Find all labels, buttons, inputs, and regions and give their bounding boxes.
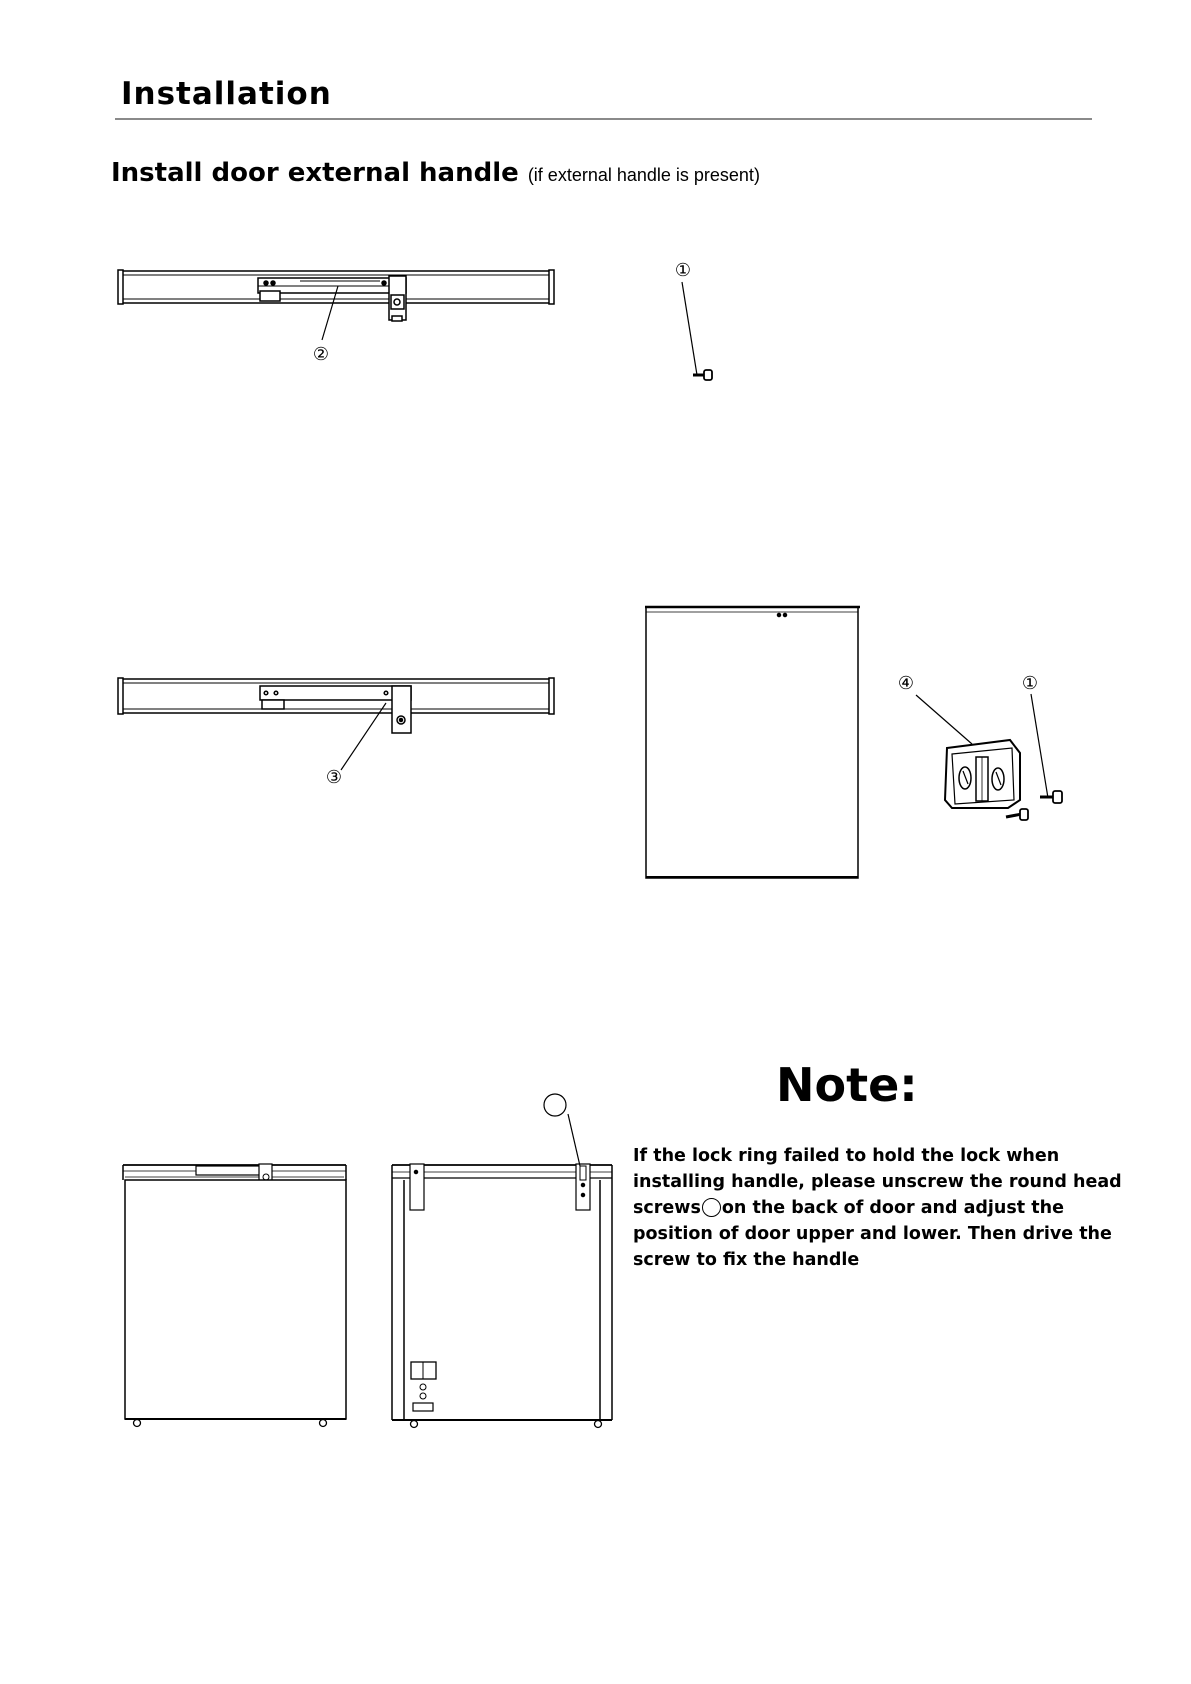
note-line-2: installing handle, please unscrew the round head [633,1172,1122,1192]
callout-part-1-right: ① [1021,673,1039,694]
section-heading-text: Install door external handle [111,158,519,188]
callout-part-3: ③ [325,767,343,788]
section-heading-note: (if external handle is present) [527,165,760,185]
page-title: Installation [121,76,332,112]
callout-part-1-top: ① [674,260,692,281]
figure-handle-piece [916,694,1062,820]
figure-handle-bar-top [118,270,554,340]
note-line-3-start: screws [633,1198,701,1218]
figure-screw-top [682,282,712,380]
note-heading: Note: [776,1058,918,1112]
inline-callout-circle [702,1198,721,1217]
callout-part-4: ④ [897,673,915,694]
note-line-1: If the lock ring failed to hold the lock when [633,1146,1060,1166]
note-body [633,1143,1122,1273]
figure-freezer-front [123,1164,346,1427]
callout-part-2: ② [312,344,330,365]
note-line-3-end: on the back of door and adjust the [721,1198,1064,1218]
empty-callout-circle [544,1094,566,1116]
note-line-4: position of door upper and lower. Then drive the [633,1224,1112,1244]
note-line-5: screw to fix the handle [633,1250,860,1270]
figure-handle-bar-bottom [118,678,554,770]
figure-freezer-back [392,1114,612,1428]
figure-door-panel [645,607,860,878]
note-line-3 [633,1195,1093,1221]
